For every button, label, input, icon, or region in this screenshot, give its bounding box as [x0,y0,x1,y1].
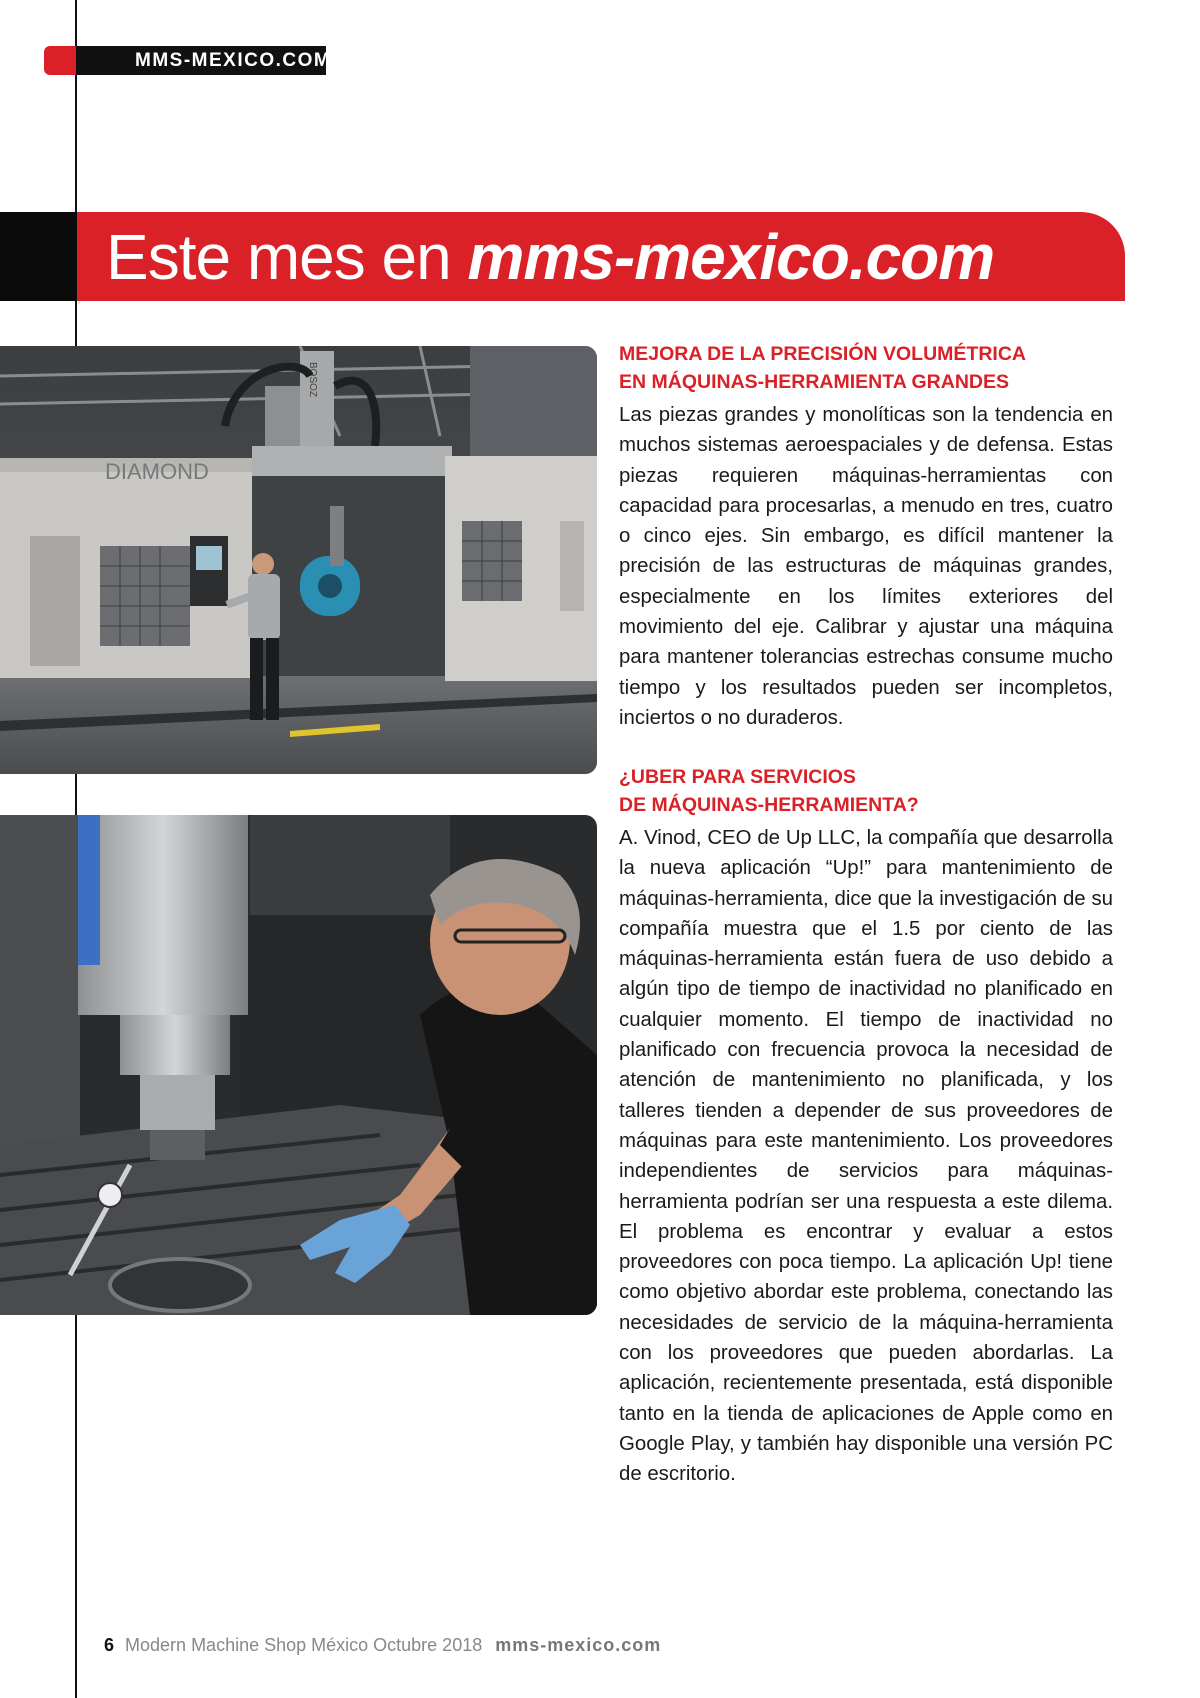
site-tag-label: MMS-MEXICO.COM [135,49,332,71]
site-tag [44,46,332,75]
article-1-headline [619,340,1113,396]
machine-tool-photo [0,346,597,774]
article-2-headline-line-1: ¿UBER PARA SERVICIOS [619,766,856,788]
article-2-headline [619,763,1113,819]
article-2-headline-line-2: DE MÁQUINAS-HERRAMIENTA? [619,794,919,816]
footer-site-link[interactable]: mms-mexico.com [495,1635,662,1655]
article-uber-machine-services [619,763,1113,1490]
technician-photo-image [0,815,597,1315]
page-title-site: mms-mexico.com [467,221,995,293]
machine-tool-photo-image [0,346,597,774]
machine-brand-sign: DIAMOND [105,459,209,484]
site-tag-bar [76,46,332,75]
gantry-pillar-label: BOSOZ [307,362,318,398]
page-title-light: Este mes en [106,221,468,293]
article-1-headline-line-1: MEJORA DE LA PRECISIÓN VOLUMÉTRICA [619,343,1026,365]
page-title [106,214,994,300]
article-2-body: A. Vinod, CEO de Up LLC, la compañía que desarrolla la nueva aplicación “Up!” para mantenimiento de máquinas-herramienta, dice que la investigación de su compañía muestra que el 1.5 por ciento de las máquinas-herramienta están fuera de uso debido a algún tipo de tiempo de inactividad no planificado en cualquier momento. El tiempo de inactividad no planificado con frecuencia provoca la necesidad de atención de mantenimiento no planificada, y los talleres tienden a depender de sus proveedores de máquinas para este mantenimiento. Los proveedores independientes de servicios para máquinas-herramienta podrían ser una respuesta a este dilema. El problema es encontrar y evaluar a estos proveedores con poca tiempo. La aplicación Up! tiene como objetivo abordar este problema, conectando las necesidades de servicio de la máquina-herramienta con los proveedores que pueden abordarlas. La aplicación, recientemente presentada, está disponible tanto en la tienda de aplicaciones de Apple como en Google Play, y también hay disponible una versión PC de escritorio. [619,827,1113,1486]
publication-name: Modern Machine Shop México Octubre 2018 [125,1635,483,1655]
article-1-body: Las piezas grandes y monolíticas son la tendencia en muchos sistemas aeroespaciales y de defensa. Estas piezas requieren máquinas-herramientas con capacidad para procesarlas, a menudo en tres, cuatro o cinco ejes. Sin embargo, es difícil mantener la precisión de las estructuras de máquinas grandes, especialmente en los límites exteriores del movimiento del eje. Calibrar y ajustar una máquina para mantener tolerancias estrechas consume mucho tiempo y los resultados pueden ser incompletos, inciertos o no duraderos. [619,404,1113,729]
article-1-headline-line-2: EN MÁQUINAS-HERRAMIENTA GRANDES [619,371,1009,393]
title-banner-black-block [0,212,79,301]
technician-photo [0,815,597,1315]
page-number: 6 [104,1635,115,1655]
article-volumetric-precision [619,340,1113,733]
page-footer [104,1635,661,1656]
